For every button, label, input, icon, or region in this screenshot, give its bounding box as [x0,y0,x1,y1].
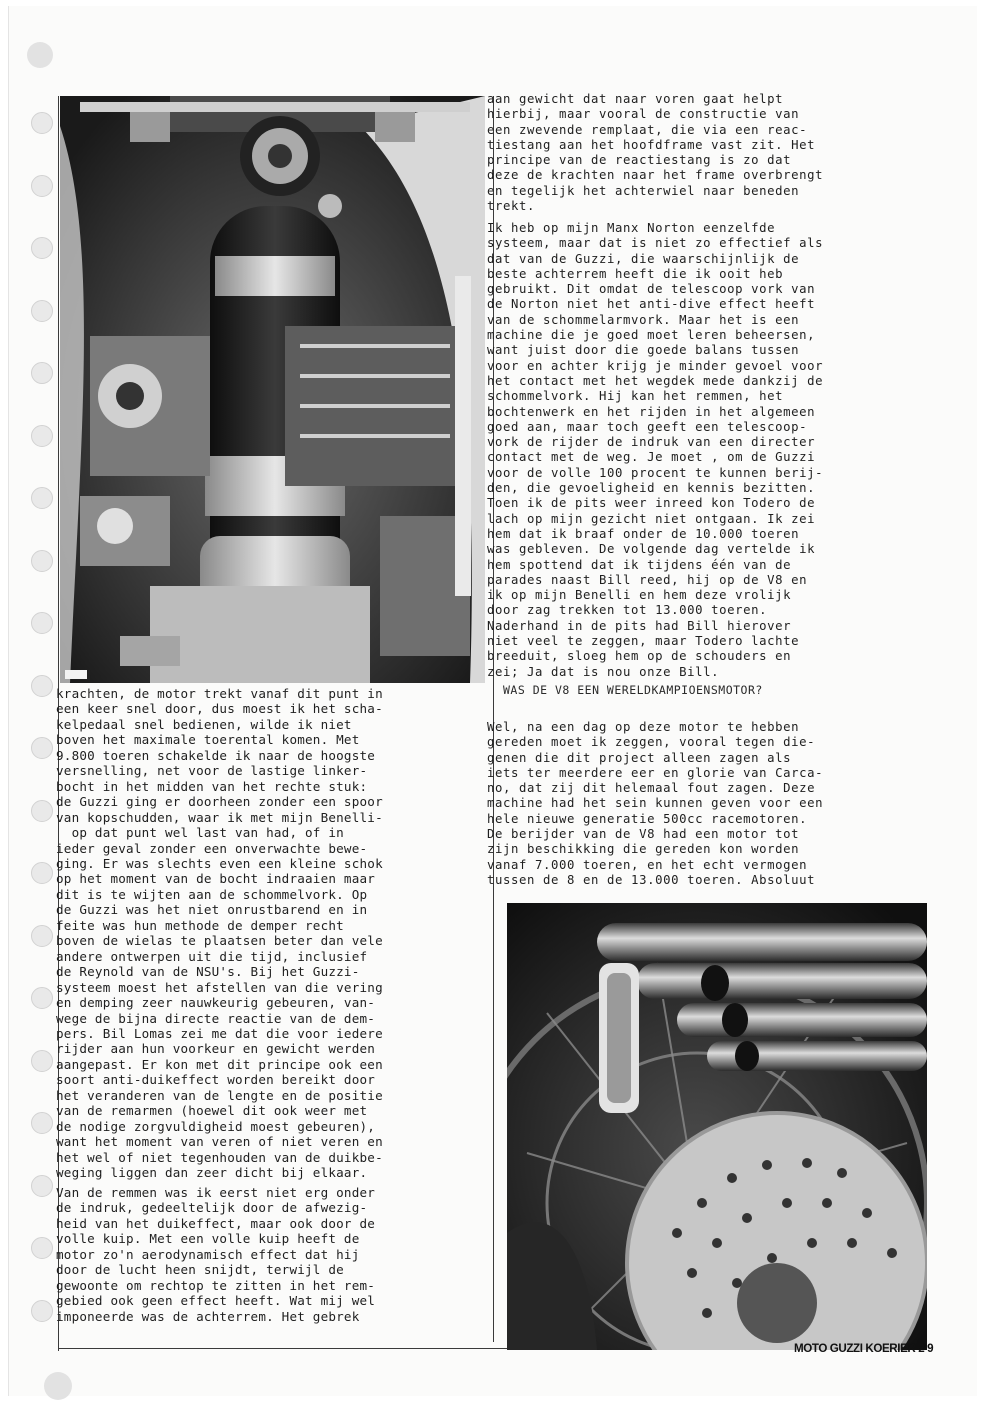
text-line: contact met de weg. Je moet , om de Guzzi [487,450,816,465]
text-line: beste achterrem heeft die ik ooit heb [487,266,784,281]
text-line: het contact met het wegdek mede dankzij de [487,373,824,388]
text-line: De berijder van de V8 had een motor tot [487,827,800,842]
text-line: breeduit, sloeg hem op de schouders en [487,649,792,664]
right-column-para2 [487,221,927,680]
text-line: het veranderen van de lengte en de positie [56,1087,383,1103]
text-line: bochtenwerk en het rijden in het algemeen [487,404,816,419]
text-line: aan gewicht dat naar voren gaat helpt [487,92,784,106]
text-line: soort anti-duikeffect worden bereikt door [56,1072,376,1088]
text-line: andere ontwerpen uit die tijd, inclusief [56,948,368,964]
text-line: bocht in het midden van het rechte stuk: [56,778,368,794]
text-line: iets ter meerdere eer en glorie van Carca- [487,765,824,780]
text-line: de Reynold van de NSU's. Bij het Guzzi- [56,964,360,980]
text-line: en tegelijk het achterwiel naar beneden [487,183,800,198]
binder-hole [31,1050,53,1072]
text-line: voor de volle 100 procent te kunnen berij- [487,465,824,480]
text-line: volle kuip. Met een volle kuip heeft de [56,1231,360,1247]
binder-hole [31,362,53,384]
text-line: Toen ik de pits weer inreed kon Todero de [487,496,816,511]
binder-hole [31,175,53,197]
text-line: feite was hun methode de demper recht [56,917,344,933]
text-line: Van de remmen was ik eerst niet erg onder [56,1185,376,1200]
text-line: parades naast Bill reed, hij op de V8 en [487,572,808,587]
binder-hole [31,925,53,947]
text-line: systeem, maar dat is niet zo effectief als [487,236,824,251]
section-heading: WAS DE V8 EEN WERELDKAMPIOENSMOTOR? [503,683,763,697]
binder-hole [31,425,53,447]
text-line: tussen de 8 en de 13.000 toeren. Absoluut [487,872,816,887]
binder-hole [31,300,53,322]
text-line: de Norton niet het anti-dive effect heeft [487,297,816,312]
text-line: want het moment van veren of niet veren en [56,1134,383,1150]
text-line: een zwevende remplaat, die via een reac- [487,122,808,137]
text-line: den, die gevoeligheid en kennis bezitten. [487,481,816,496]
text-line: systeem moest het afstellen van die vering [56,979,383,995]
text-line: no, dat zij dit helemaal fout zagen. Deze [487,781,816,796]
binder-hole [31,737,53,759]
binder-hole [31,487,53,509]
binder-hole [31,1237,53,1259]
binder-hole [31,862,53,884]
text-line: goed aan, maar toch geeft een telescoop- [487,419,808,434]
text-line: dit is te wijten aan de schommelvork. Op [56,886,368,902]
text-line: boven het maximale toerental komen. Met [56,732,360,748]
text-line: vork de rijder de indruk van een directer [487,435,816,450]
left-column-para2 [56,1185,490,1324]
binder-hole [31,1112,53,1134]
binder-hole [31,112,53,134]
text-line: machine die je goed moet leren beheersen, [487,328,816,343]
text-line: versnelling, net voor de lastige linker- [56,763,368,779]
text-line: deze de krachten naar het frame overbrengt [487,168,824,183]
text-line: schommelvork. Hij kan het remmen, het [487,389,784,404]
text-line: Naderhand in de pits had Bill hierover [487,618,792,633]
text-line: was gebleven. De volgende dag vertelde ik [487,542,816,557]
text-line: voor en achter krijg je minder gevoel voor [487,358,824,373]
text-line: vanaf 7.000 toeren, en het echt vermogen [487,857,808,872]
text-line: niet veel te zeggen, maar Todero lachte [487,634,800,649]
text-line: boven de wielas te plaatsen beter dan vele [56,933,383,949]
text-line: heid van het duikeffect, maar ook door de [56,1215,376,1231]
binder-hole [31,987,53,1009]
text-line: motor zo'n aerodynamisch effect dat hij [56,1246,360,1262]
text-line: de indruk, gedeeltelijk door de afwezig- [56,1200,368,1216]
text-line: Wel, na een dag op deze motor te hebben [487,720,800,734]
text-line: weging liggen dan zeer dicht bij elkaar. [56,1165,368,1181]
text-line: zijn beschikking die gereden kon worden [487,842,800,857]
binder-hole-bottom [44,1372,72,1400]
text-line: dat van de Guzzi, die waarschijnlijk de [487,251,800,266]
binder-hole [31,550,53,572]
text-line: het wel of niet tegenhouden van de duikbe- [56,1149,383,1165]
text-line: en demping zeer nauwkeurig gebeuren, van- [56,995,376,1011]
text-line: gereden moet ik zeggen, vooral tegen die- [487,735,816,750]
text-line: een keer snel door, dus moest ik het scha- [56,701,383,717]
text-line: rijder aan hun voorkeur en gewicht werden [56,1041,376,1057]
text-line: de nodige zorgvuldigheid moest gebeuren), [56,1118,376,1134]
text-line: aangepast. Er kon met dit principe ook een [56,1056,383,1072]
text-line: wege de bijna directe reactie van de dem- [56,1010,376,1026]
text-line: door zag trekken tot 13.000 toeren. [487,603,768,618]
text-line: machine had het sein kunnen geven voor een [487,796,824,811]
text-line: door de lucht heen snijdt, terwijl de [56,1262,344,1278]
text-line: Ik heb op mijn Manx Norton eenzelfde [487,221,776,235]
text-line: van kopschudden, waar ik met mijn Benelli- [56,809,383,825]
binder-hole [31,1300,53,1322]
text-line: gewoonte om rechtop te zitten in het rem- [56,1277,376,1293]
text-line: ieder geval zonder een onverwachte bewe- [56,840,368,856]
binder-hole [31,1175,53,1197]
text-line: gebied ook geen effect heeft. Wat mij wel [56,1293,376,1309]
text-line: van de remarmen (hoewel dit ook weer met [56,1103,368,1119]
text-line: 9.800 toeren schakelde ik naar de hoogste [56,747,376,763]
text-line: pers. Bil Lomas zei me dat die voor iedere [56,1025,383,1041]
engine-photo [60,96,485,683]
text-line: van de schommelarmvork. Maar het is een [487,312,800,327]
binder-hole [31,800,53,822]
right-column-para3 [487,720,927,888]
footer-page-label: MOTO GUZZI KOERIER 2 9 [794,1342,934,1355]
text-line: krachten, de motor trekt vanaf dit punt in [56,686,383,701]
text-line: genen die dit project alleen zagen als [487,750,792,765]
text-line: ging. Er was slechts even een kleine schok [56,855,383,871]
binder-hole [31,237,53,259]
right-column-para1 [487,92,927,214]
exhaust-wheel-photo [507,903,927,1350]
text-line: hierbij, maar vooral de constructie van [487,107,800,122]
text-line: ik op mijn Benelli en hem deze vrolijk [487,588,792,603]
text-line: tiestang aan het hoofdframe vast zit. Het [487,137,816,152]
text-line: op dat punt wel last van had, of in [56,825,344,841]
binder-hole-top [27,42,53,68]
text-line: de Guzzi ging er doorheen zonder een spoor [56,794,383,810]
text-line: hem spottend dat ik tijdens één van de [487,557,792,572]
text-line: principe van de reactiestang is zo dat [487,153,792,168]
text-line: kelpedaal snel bedienen, wilde ik niet [56,716,352,732]
text-line: trekt. [487,199,536,214]
text-line: hem dat ik braaf onder de 10.000 toeren [487,526,800,541]
text-line: imponeerde was de achterrem. Het gebrek [56,1308,360,1324]
text-line: gebruikt. Dit omdat de telescoop vork van [487,282,816,297]
text-line: de Guzzi was het niet onrustbarend en in [56,902,368,918]
left-column-para1 [56,686,490,1181]
text-line: op het moment van de bocht indraaien maar [56,871,376,887]
binder-hole [31,612,53,634]
text-line: zei; Ja dat is nou onze Bill. [487,664,720,679]
text-line: lach op mijn gezicht niet ontgaan. Ik zei [487,511,816,526]
text-line: hele nieuwe generatie 500cc racemotoren. [487,811,808,826]
binder-hole [31,675,53,697]
text-line: want juist door die goede balans tussen [487,343,800,358]
